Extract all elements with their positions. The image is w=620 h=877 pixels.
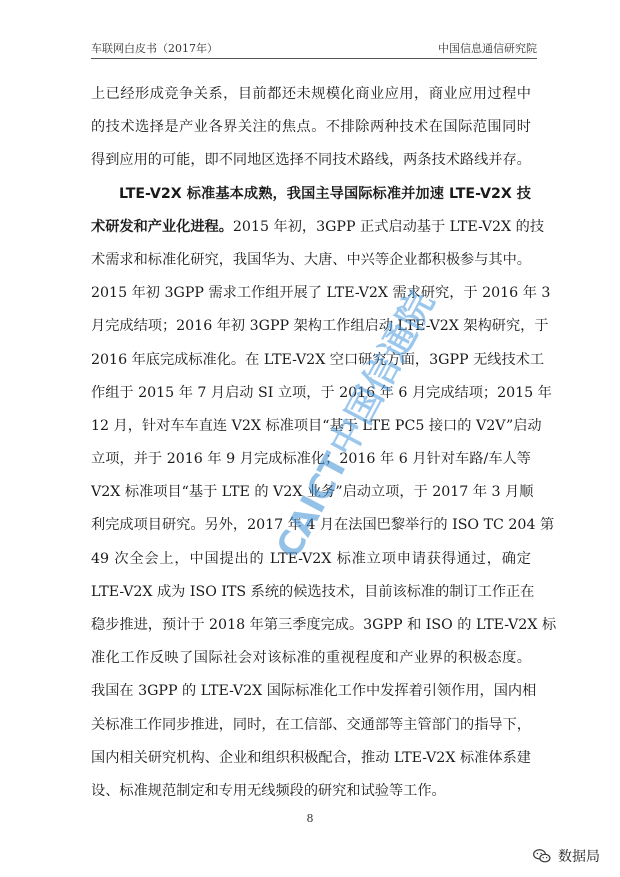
wechat-account-name: 数据局 [558, 849, 600, 865]
body-text [91, 78, 557, 808]
wechat-account-tag [532, 845, 600, 867]
paragraph-line: 作组于 2015 年 7 月启动 SI 立项，于 2016 年 6 月完成结项；2015 年 [91, 384, 552, 401]
wechat-icon [532, 846, 552, 866]
header-organization: 中国信息通信研究院 [438, 42, 537, 55]
paragraph-heading-line [91, 178, 531, 211]
paragraph-line: 12 月，针对车车直连 V2X 标准项目“基于 LTE PC5 接口的 V2V”启动 [91, 417, 542, 434]
paragraph-line: 49 次全会上，中国提出的 LTE-V2X 标准立项申请获得通过，确定 [91, 550, 531, 567]
paragraph-line: 设、标准规范制定和专用无线频段的研究和试验等工作。 [91, 782, 446, 799]
paragraph-line: LTE-V2X 成为 ISO ITS 系统的候选技术，目前该标准的制订工作正在 [91, 583, 535, 600]
paragraph-line: 稳步推进，预计于 2018 年第三季度完成。3GPP 和 ISO 的 LTE-V2X 标 [91, 617, 557, 633]
paragraph-text: 2015 年初，3GPP 正式启动基于 LTE-V2X 的技 [232, 218, 545, 235]
paragraph-line: 2015 年初 3GPP 需求工作组开展了 LTE-V2X 需求研究，于 2016 年 3 [91, 285, 551, 302]
paragraph-line: 上已经形成竞争关系，目前都还未规模化商业应用，商业应用过程中 [91, 86, 531, 102]
paragraph-line: V2X 标准项目“基于 LTE 的 V2X 业务”启动立项，于 2017 年 3 月顺 [91, 484, 534, 501]
header-title: 车联网白皮书（2017年） [91, 42, 218, 55]
watermark-logo-text: CAICT [268, 446, 357, 565]
paragraph-line: 2016 年底完成标准化。在 LTE-V2X 空口研究方面，3GPP 无线技术工 [91, 351, 545, 368]
bold-heading-text: LTE-V2X 标准基本成熟，我国主导国际标准并加速 LTE-V2X 技 [119, 185, 531, 202]
paragraph-line: 的技术选择是产业各界关注的焦点。不排除两种技术在国际范围同时 [91, 119, 531, 136]
paragraph-line: 国内相关研究机构、企业和组织积极配合，推动 LTE-V2X 标准体系建 [91, 749, 531, 766]
paragraph-line: 关标准工作同步推进，同时，在工信部、交通部等主管部门的指导下， [91, 716, 531, 733]
paragraph-line: 得到应用的可能，即不同地区选择不同技术路线，两条技术路线并存。 [91, 152, 531, 169]
paragraph-line: 术需求和标准化研究，我国华为、大唐、中兴等企业都积极参与其中。 [91, 251, 531, 268]
paragraph-line: 准化工作反映了国际社会对该标准的重视程度和产业界的积极态度。 [91, 650, 531, 667]
watermark-org-text: 中国信通院 [322, 284, 443, 464]
paragraph-line [91, 211, 545, 244]
page-header [91, 40, 537, 59]
bold-heading-text: 术研发和产业化进程。 [91, 218, 233, 235]
paragraph-line: 月完成结项；2016 年初 3GPP 架构工作组启动 LTE-V2X 架构研究，于 [91, 318, 549, 335]
paragraph-line: 利完成项目研究。另外，2017 年 4 月在法国巴黎举行的 ISO TC 204 第 [91, 517, 555, 534]
page-number: 8 [306, 812, 314, 825]
paragraph-line: 立项，并于 2016 年 9 月完成标准化；2016 年 6 月针对车路/车人等 [91, 451, 531, 468]
paragraph-line: 我国在 3GPP 的 LTE-V2X 国际标准化工作中发挥着引领作用，国内相 [91, 683, 537, 700]
